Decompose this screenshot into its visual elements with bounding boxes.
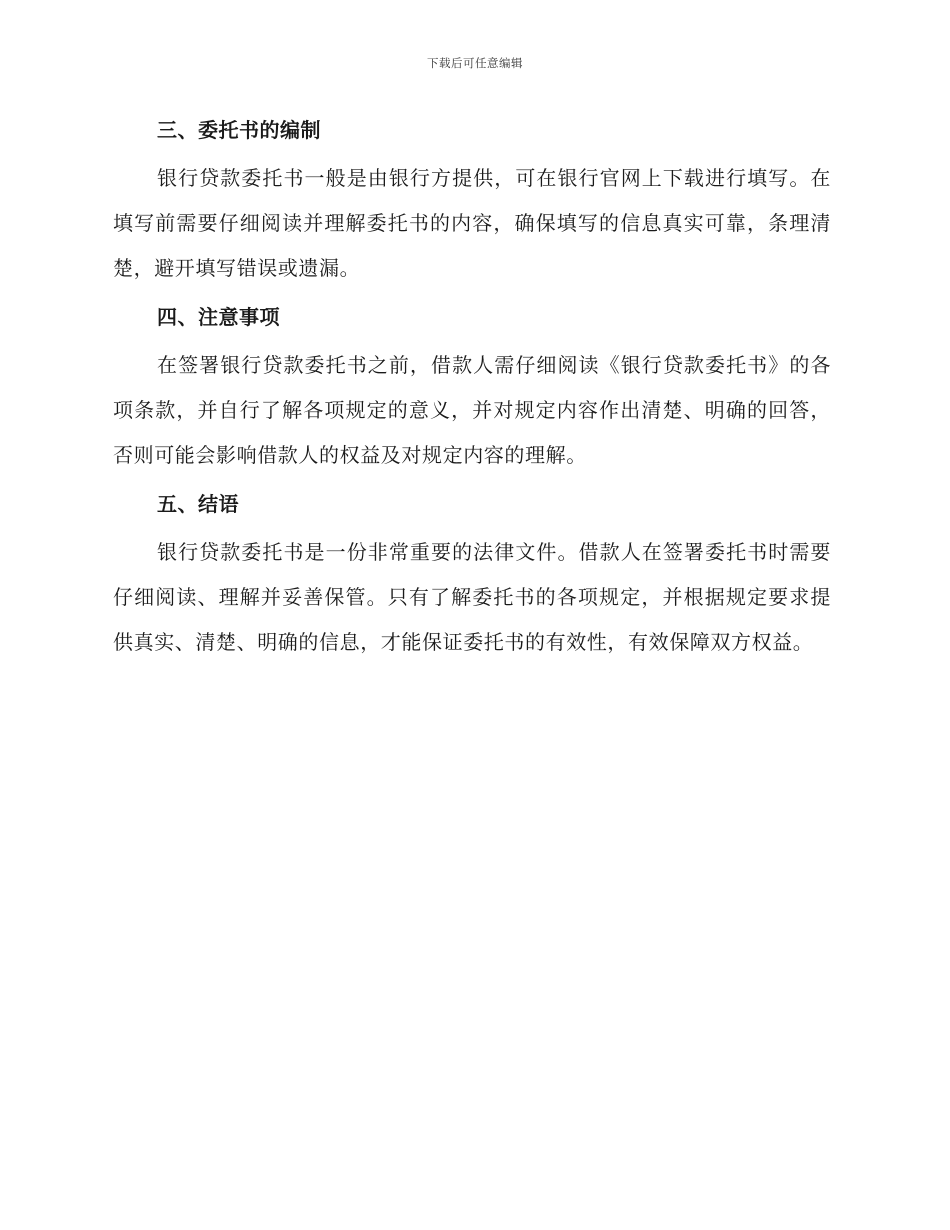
section-notes <box>113 297 831 478</box>
page-header: 下载后可任意编辑 <box>427 56 523 70</box>
section-paragraph: 银行贷款委托书一般是由银行方提供，可在银行官网上下载进行填写。在填写前需要仔细阅读并理解委托书的内容，确保填写的信息真实可靠，条理清楚，避开填写错误或遗漏。 <box>113 166 831 280</box>
section-heading: 四、注意事项 <box>157 305 280 329</box>
section-conclusion <box>113 484 831 665</box>
section-paragraph: 在签署银行贷款委托书之前，借款人需仔细阅读《银行贷款委托书》的各项条款，并自行了解各项规定的意义，并对规定内容作出清楚、明确的回答，否则可能会影响借款人的权益及对规定内容的理解。 <box>113 353 831 467</box>
document-body <box>113 110 831 671</box>
section-paragraph: 银行贷款委托书是一份非常重要的法律文件。借款人在签署委托书时需要仔细阅读、理解并妥善保管。只有了解委托书的各项规定，并根据规定要求提供真实、清楚、明确的信息，才能保证委托书的有效性，有效保障双方权益。 <box>113 540 831 654</box>
section-compilation <box>113 110 831 291</box>
section-heading: 五、结语 <box>157 492 239 516</box>
section-heading: 三、委托书的编制 <box>157 118 321 142</box>
